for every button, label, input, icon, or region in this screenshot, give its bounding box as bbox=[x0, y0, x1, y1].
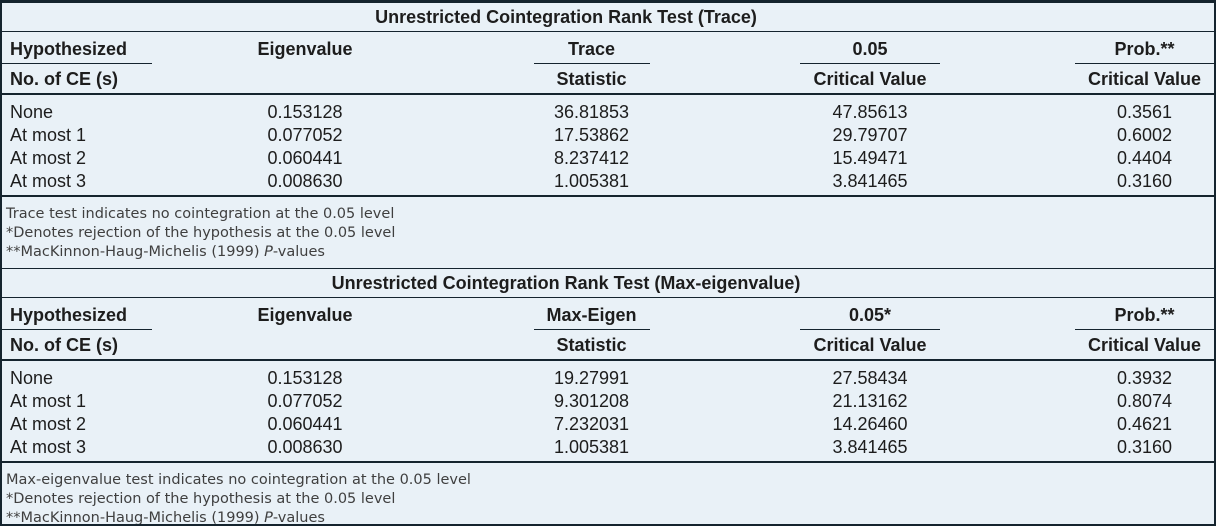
cell-hypothesis: At most 3 bbox=[10, 171, 87, 191]
cell-critical-value: 15.49471 bbox=[832, 148, 908, 168]
cell-critical-value: 3.841465 bbox=[832, 437, 908, 457]
cell-prob: 0.3160 bbox=[1116, 437, 1173, 457]
cell-prob: 0.6002 bbox=[1116, 125, 1173, 145]
footnote-line: *Denotes rejection of the hypothesis at the 0.05 level bbox=[6, 225, 396, 241]
trace-footnotes bbox=[2, 197, 1214, 268]
cell-critical-value: 29.79707 bbox=[832, 125, 908, 145]
header-label: 0.05* bbox=[848, 305, 892, 325]
footnote-line: Trace test indicates no cointegration at the 0.05 level bbox=[6, 206, 395, 222]
footnote-text: **MacKinnon-Haug-Michelis (1999) bbox=[6, 510, 265, 526]
table-row bbox=[2, 390, 1214, 413]
header-trace bbox=[450, 40, 733, 64]
footnote-text: **MacKinnon-Haug-Michelis (1999) bbox=[6, 244, 265, 260]
header-label: 0.05 bbox=[852, 39, 888, 59]
header-label: Hypothesized bbox=[10, 39, 128, 59]
cell-critical-value: 21.13162 bbox=[832, 391, 908, 411]
cell-prob: 0.3561 bbox=[1116, 102, 1173, 122]
max-eigenvalue-test-table bbox=[2, 268, 1214, 526]
cell-prob: 0.4404 bbox=[1116, 148, 1173, 168]
max-eigen-footnotes bbox=[2, 463, 1214, 526]
cell-prob: 0.3160 bbox=[1116, 171, 1173, 191]
footnote-line: Max-eigenvalue test indicates no cointegration at the 0.05 level bbox=[6, 472, 471, 488]
header-label: Eigenvalue bbox=[257, 305, 353, 325]
table-row bbox=[2, 147, 1214, 170]
header-critical-value: Critical Value bbox=[813, 69, 927, 89]
table-title-trace: Unrestricted Cointegration Rank Test (Trace) bbox=[2, 3, 1214, 32]
cell-eigenvalue: 0.153128 bbox=[267, 102, 343, 122]
header-label: Max-Eigen bbox=[546, 305, 637, 325]
cell-statistic: 1.005381 bbox=[553, 437, 630, 457]
cell-statistic: 8.237412 bbox=[553, 148, 630, 168]
cell-hypothesis: At most 3 bbox=[10, 437, 87, 457]
cell-critical-value: 27.58434 bbox=[832, 368, 908, 388]
cell-prob: 0.4621 bbox=[1116, 414, 1173, 434]
header-005 bbox=[733, 40, 1007, 64]
header-critical-value: Critical Value bbox=[813, 335, 927, 355]
header-blank bbox=[160, 330, 450, 359]
cell-statistic: 17.53862 bbox=[553, 125, 630, 145]
cell-critical-value: 3.841465 bbox=[832, 171, 908, 191]
header-max-eigen bbox=[450, 306, 733, 330]
header-statistic: Statistic bbox=[556, 335, 627, 355]
cell-eigenvalue: 0.153128 bbox=[267, 368, 343, 388]
header-prob bbox=[1007, 306, 1214, 330]
header-label: Prob.** bbox=[1114, 305, 1175, 325]
cell-eigenvalue: 0.077052 bbox=[267, 125, 343, 145]
table-row bbox=[2, 170, 1214, 193]
footnote-italic-p: P bbox=[264, 510, 273, 526]
header-row-upper bbox=[2, 298, 1214, 330]
cell-hypothesis: None bbox=[10, 368, 54, 388]
footnote-italic-p: P bbox=[264, 244, 273, 260]
trace-test-table bbox=[2, 3, 1214, 268]
cell-hypothesis: At most 1 bbox=[10, 391, 87, 411]
cell-eigenvalue: 0.008630 bbox=[267, 437, 343, 457]
header-eigenvalue bbox=[160, 40, 450, 64]
cell-hypothesis: At most 2 bbox=[10, 414, 87, 434]
cell-prob: 0.8074 bbox=[1116, 391, 1173, 411]
cell-eigenvalue: 0.060441 bbox=[267, 148, 343, 168]
header-label: Prob.** bbox=[1114, 39, 1175, 59]
table-row bbox=[2, 101, 1214, 124]
header-row-lower bbox=[2, 330, 1214, 361]
cell-statistic: 7.232031 bbox=[553, 414, 630, 434]
cell-hypothesis: At most 2 bbox=[10, 148, 87, 168]
header-no-of-ce: No. of CE (s) bbox=[10, 335, 118, 355]
header-label: Trace bbox=[567, 39, 616, 59]
header-no-of-ce: No. of CE (s) bbox=[10, 69, 118, 89]
data-rows bbox=[2, 361, 1214, 463]
cell-prob: 0.3932 bbox=[1116, 368, 1173, 388]
table-row bbox=[2, 124, 1214, 147]
footnote-text: -values bbox=[272, 244, 325, 260]
cell-critical-value: 47.85613 bbox=[832, 102, 908, 122]
data-rows bbox=[2, 95, 1214, 197]
footnote-text: -values bbox=[272, 510, 325, 526]
table-title-max-eigen: Unrestricted Cointegration Rank Test (Max-eigenvalue) bbox=[2, 269, 1214, 298]
table-row bbox=[2, 436, 1214, 459]
cell-critical-value: 14.26460 bbox=[832, 414, 908, 434]
header-label: Eigenvalue bbox=[257, 39, 353, 59]
header-eigenvalue bbox=[160, 306, 450, 330]
header-blank bbox=[160, 64, 450, 93]
cell-eigenvalue: 0.008630 bbox=[267, 171, 343, 191]
header-statistic: Statistic bbox=[556, 69, 627, 89]
header-prob bbox=[1007, 40, 1214, 64]
footnote-line: *Denotes rejection of the hypothesis at the 0.05 level bbox=[6, 491, 396, 507]
cell-hypothesis: At most 1 bbox=[10, 125, 87, 145]
cell-statistic: 9.301208 bbox=[553, 391, 630, 411]
header-label: Hypothesized bbox=[10, 305, 128, 325]
header-row-upper bbox=[2, 32, 1214, 64]
cell-hypothesis: None bbox=[10, 102, 54, 122]
table-row bbox=[2, 367, 1214, 390]
cell-statistic: 1.005381 bbox=[553, 171, 630, 191]
header-hypothesized bbox=[2, 40, 160, 64]
header-005-star bbox=[733, 306, 1007, 330]
footnote-line bbox=[6, 243, 1214, 262]
table-row bbox=[2, 413, 1214, 436]
header-row-lower bbox=[2, 64, 1214, 95]
footnote-line bbox=[6, 509, 1214, 526]
header-critical-value: Critical Value bbox=[1087, 335, 1202, 355]
cell-statistic: 19.27991 bbox=[553, 368, 630, 388]
cell-eigenvalue: 0.060441 bbox=[267, 414, 343, 434]
header-hypothesized bbox=[2, 306, 160, 330]
cell-eigenvalue: 0.077052 bbox=[267, 391, 343, 411]
cell-statistic: 36.81853 bbox=[553, 102, 630, 122]
header-critical-value: Critical Value bbox=[1087, 69, 1202, 89]
